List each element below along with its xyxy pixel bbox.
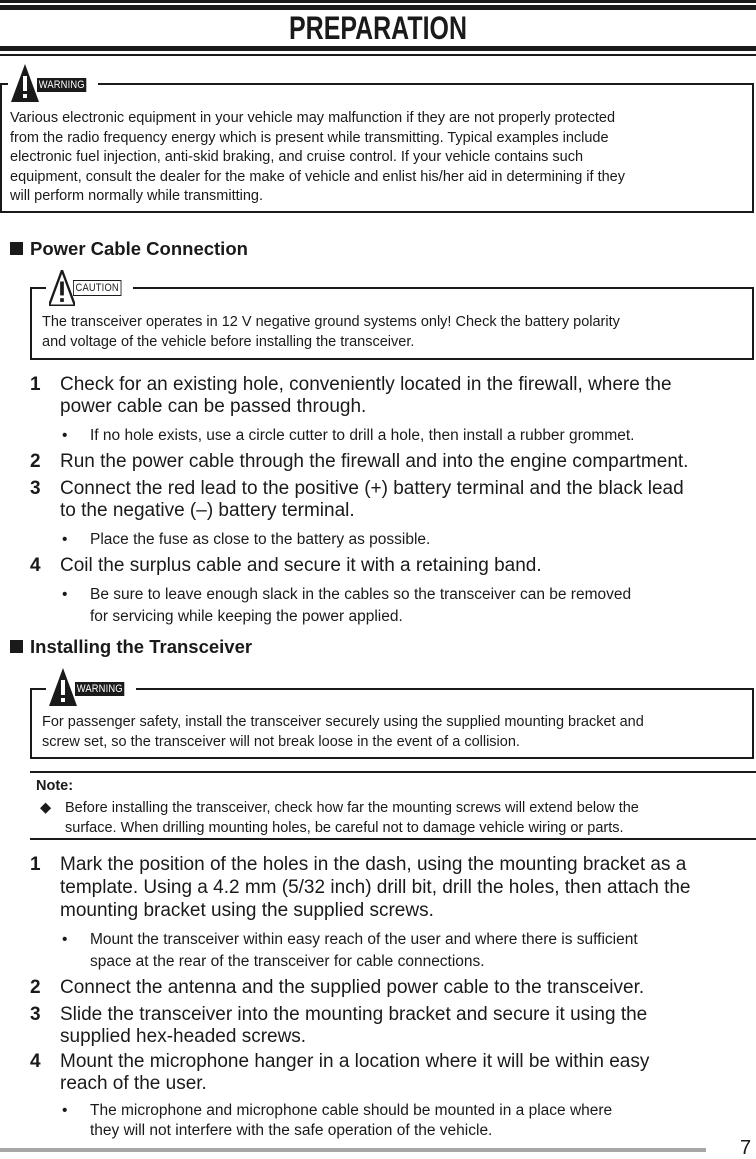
note-text: surface. When drilling mounting holes, be careful not to damage vehicle wiring or parts. bbox=[65, 820, 624, 836]
step-text: Mount the microphone hanger in a location where it will be within easy bbox=[60, 1051, 650, 1072]
step-text: Mark the position of the holes in the dash, using the mounting bracket as a bbox=[60, 854, 687, 875]
warning-text: electronic fuel injection, anti-skid braking, and cruise control. If your vehicle contains such bbox=[10, 149, 584, 165]
step-number: 4 bbox=[30, 555, 41, 576]
step-number: 1 bbox=[30, 374, 41, 395]
warning-label: WARNING bbox=[38, 79, 85, 91]
note-text: Before installing the transceiver, check how far the mounting screws will extend below the bbox=[65, 800, 639, 816]
step-text: Connect the red lead to the positive (+) battery terminal and the black lead bbox=[60, 478, 684, 499]
bullet-icon: • bbox=[62, 531, 68, 548]
note-label: Note: bbox=[36, 778, 74, 794]
step-text: Slide the transceiver into the mounting bracket and secure it using the bbox=[60, 1004, 648, 1025]
bullet-text: for servicing while keeping the power applied. bbox=[90, 608, 403, 625]
header-rule bbox=[0, 0, 756, 3]
warning-text: For passenger safety, install the transceiver securely using the supplied mounting bracket and bbox=[42, 714, 644, 730]
note-rule bbox=[30, 771, 756, 773]
page-title: PREPARATION bbox=[289, 10, 467, 46]
section-heading: Installing the Transceiver bbox=[30, 636, 253, 657]
step-text: to the negative (–) battery terminal. bbox=[60, 500, 355, 521]
bullet-text: Be sure to leave enough slack in the cables so the transceiver can be removed bbox=[90, 586, 632, 603]
bullet-icon: • bbox=[62, 931, 68, 948]
step-number: 2 bbox=[30, 451, 41, 472]
bullet-text: The microphone and microphone cable should be mounted in a place where bbox=[90, 1102, 613, 1119]
warning-text: from the radio frequency energy which is present while transmitting. Typical examples include bbox=[10, 130, 609, 146]
step-text: Connect the antenna and the supplied power cable to the transceiver. bbox=[60, 977, 645, 998]
step-number: 4 bbox=[30, 1051, 41, 1072]
bullet-text: space at the rear of the transceiver for cable connections. bbox=[90, 953, 485, 970]
diamond-bullet-icon: ◆ bbox=[40, 800, 52, 816]
bullet-text: If no hole exists, use a circle cutter to drill a hole, then install a rubber grommet. bbox=[90, 427, 635, 444]
note-rule bbox=[30, 838, 756, 840]
step-text: power cable can be passed through. bbox=[60, 396, 367, 417]
step-text: Run the power cable through the firewall and into the engine compartment. bbox=[60, 451, 689, 472]
step-text: supplied hex-headed screws. bbox=[60, 1026, 307, 1047]
warning-text: screw set, so the transceiver will not break loose in the event of a collision. bbox=[42, 734, 520, 750]
bullet-icon: • bbox=[62, 427, 68, 444]
warning-text: will perform normally while transmitting. bbox=[10, 188, 264, 204]
step-text: template. Using a 4.2 mm (5/32 inch) drill bit, drill the holes, then attach the bbox=[60, 877, 691, 898]
page-number: 7 bbox=[740, 1137, 752, 1159]
bullet-text: Mount the transceiver within easy reach of the user and where there is sufficient bbox=[90, 931, 638, 948]
warning-icon bbox=[8, 60, 98, 102]
bullet-icon: • bbox=[62, 586, 68, 603]
bullet-text: Place the fuse as close to the battery as possible. bbox=[90, 531, 431, 548]
warning-text: equipment, consult the dealer for the make of vehicle and enlist his/her aid in determining if they bbox=[10, 169, 625, 185]
section-heading: Power Cable Connection bbox=[30, 238, 248, 259]
section-square-icon bbox=[10, 640, 23, 653]
bullet-icon: • bbox=[62, 1102, 68, 1119]
step-number: 2 bbox=[30, 977, 41, 998]
step-text: Coil the surplus cable and secure it with a retaining band. bbox=[60, 555, 542, 576]
footer-rule bbox=[0, 1148, 706, 1152]
header-rule bbox=[0, 54, 756, 56]
section-square-icon bbox=[10, 242, 23, 255]
step-text: reach of the user. bbox=[60, 1073, 207, 1094]
step-number: 3 bbox=[30, 1004, 41, 1025]
warning-text: Various electronic equipment in your vehicle may malfunction if they are not properly protected bbox=[10, 110, 616, 126]
step-number: 1 bbox=[30, 854, 41, 875]
caution-icon bbox=[46, 266, 133, 306]
caution-text: The transceiver operates in 12 V negative ground systems only! Check the battery polarity bbox=[42, 314, 620, 330]
step-text: Check for an existing hole, conveniently located in the firewall, where the bbox=[60, 374, 672, 395]
step-number: 3 bbox=[30, 478, 41, 499]
caution-text: and voltage of the vehicle before installing the transceiver. bbox=[42, 334, 415, 350]
step-text: mounting bracket using the supplied screws. bbox=[60, 900, 434, 921]
caution-label: CAUTION bbox=[73, 280, 121, 296]
bullet-text: they will not interfere with the safe operation of the vehicle. bbox=[90, 1122, 493, 1139]
header-rule bbox=[0, 46, 756, 51]
warning-label: WARNING bbox=[76, 683, 123, 695]
warning-icon bbox=[46, 664, 136, 706]
